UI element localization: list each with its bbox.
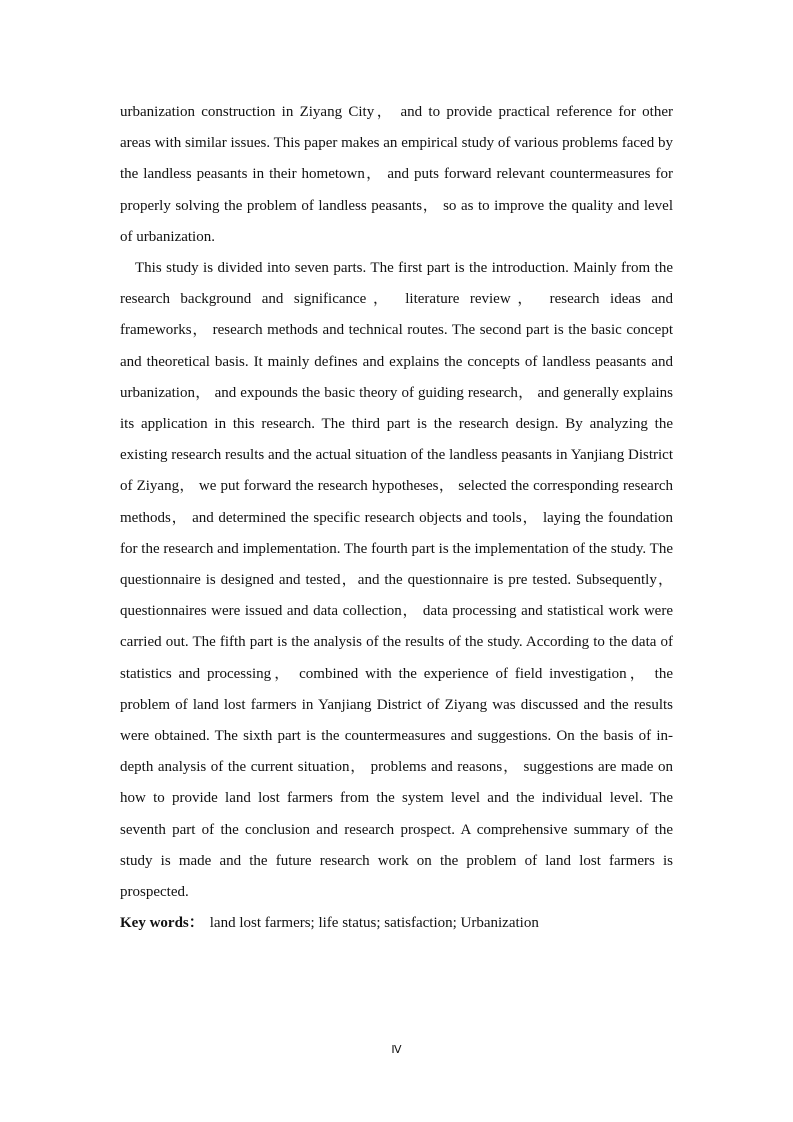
keywords-label: Key words： — [120, 915, 204, 932]
paragraph-continuation: urbanization construction in Ziyang City， and to provide practical reference for other areas with similar issues. This paper makes an empirical study of various problems faced by the landless peasants in their hometown， and puts forward relevant countermeasures for properly solving the problem of landless peasants， so as to improve the quality and level of urbanization. — [120, 104, 673, 245]
keywords-line — [120, 908, 673, 939]
body-text — [120, 97, 673, 939]
keywords-text: land lost farmers; life status; satisfaction; Urbanization — [209, 915, 539, 932]
paragraph-study-structure: This study is divided into seven parts. The first part is the introduction. Mainly from the research background and significance， literature review， research ideas and frameworks， research methods and technical routes. The second part is the basic concept and theoretical basis. It mainly defines and explains the concepts of landless peasants and urbanization， and expounds the basic theory of guiding research， and generally explains its application in this research. The third part is the research design. By analyzing the existing research results and the actual situation of the landless peasants in Yanjiang District of Ziyang， we put forward the research hypotheses， selected the corresponding research methods， and determined the specific research objects and tools， laying the foundation for the research and implementation. The fourth part is the implementation of the study. The questionnaire is designed and tested，and the questionnaire is pre tested. Subsequently，questionnaires were issued and data collection， data processing and statistical work were carried out. The fifth part is the analysis of the results of the study. According to the data of statistics and processing， combined with the experience of field investigation， the problem of land lost farmers in Yanjiang District of Ziyang was discussed and the results were obtained. The sixth part is the countermeasures and suggestions. On the basis of in-depth analysis of the current situation， problems and reasons， suggestions are made on how to provide land lost farmers from the system level and the individual level. The seventh part of the conclusion and research prospect. A comprehensive summary of the study is made and the future research work on the problem of land lost farmers is prospected. — [120, 260, 673, 901]
page-number: Ⅳ — [391, 1043, 402, 1056]
